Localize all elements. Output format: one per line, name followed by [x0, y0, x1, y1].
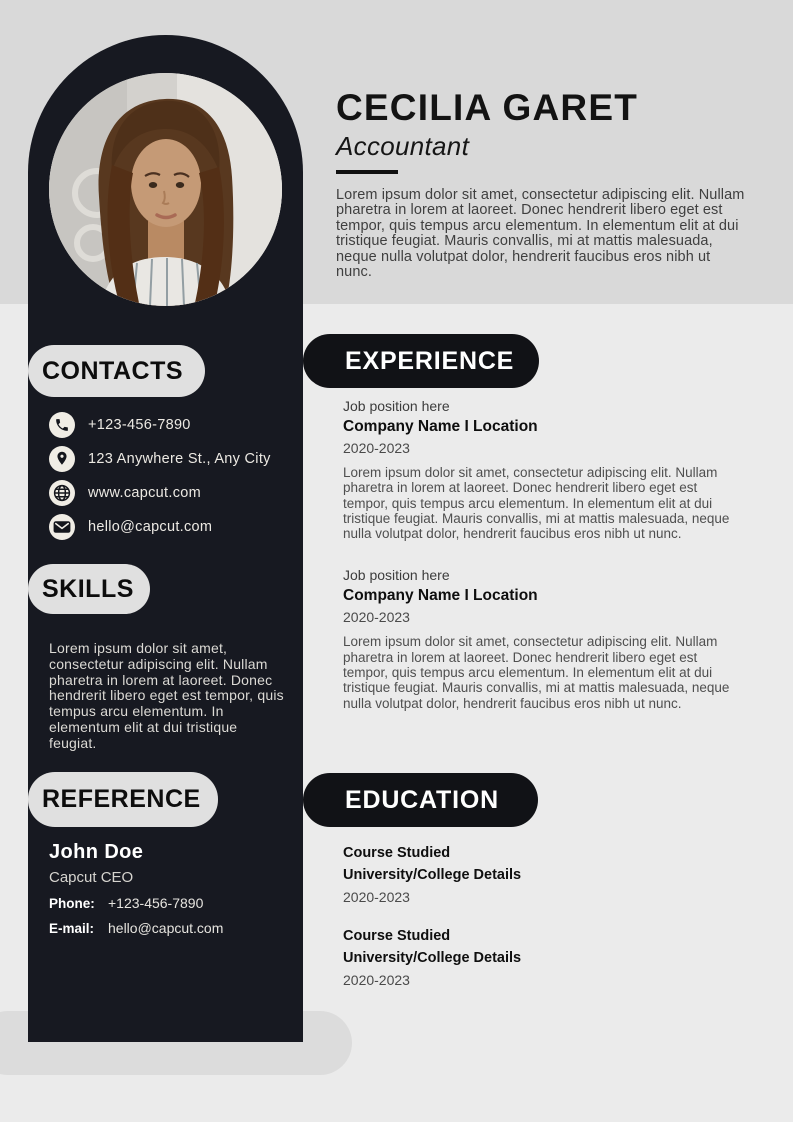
skills-text: Lorem ipsum dolor sit amet, consectetur adipiscing elit. Nullam pharetra in lorem at laoreet. Donec hendrerit libero eget est tempor, quis tempus arcu elementum. In elementum elit at dui tristique feugiat. [49, 640, 284, 751]
profile-job-title: Accountant [336, 131, 470, 161]
experience-heading: EXPERIENCE [345, 346, 515, 375]
reference-phone-row [49, 895, 289, 911]
profile-name: CECILIA GARET [336, 87, 639, 128]
contacts-heading: CONTACTS [42, 356, 184, 385]
job-description: Lorem ipsum dolor sit amet, consectetur adipiscing elit. Nullam pharetra in lorem at laoreet. Donec hendrerit libero eget est tempor, quis tempus arcu elementum. In elementum elit at dui tristique feugiat. Mauris convallis, mi at mattis malesuada, neque nulla volutpat dolor, hendrerit faucibus eros nibh ut nunc. [343, 465, 730, 542]
reference-name: John Doe [49, 841, 144, 863]
experience-entries [343, 398, 763, 711]
experience-section [303, 334, 763, 711]
contact-address: 123 Anywhere St., Any City [88, 451, 271, 467]
reference-email-label: E-mail: [49, 921, 95, 936]
institution-name: University/College Details [343, 950, 522, 966]
reference-email-value: hello@capcut.com [108, 920, 224, 936]
email-icon [49, 514, 75, 540]
contact-item-website [28, 480, 303, 506]
sidebar [28, 35, 303, 1042]
skills-heading-pill [28, 564, 150, 614]
education-entry [343, 928, 763, 988]
location-icon [49, 446, 75, 472]
job-company: Company Name I Location [343, 587, 538, 605]
profile-header [336, 88, 766, 281]
contact-list [28, 412, 303, 548]
reference-phone-label: Phone: [49, 896, 95, 911]
course-name: Course Studied [343, 928, 451, 944]
profile-summary: Lorem ipsum dolor sit amet, consectetur adipiscing elit. Nullam pharetra in lorem at laoreet. Donec hendrerit libero eget est tempor, quis tempus arcu elementum. In elementum elit at dui tristique feugiat. Mauris convallis, mi at mattis malesuada, neque nulla volutpat dolor, hendrerit faucibus eros nibh ut nunc. [336, 186, 745, 281]
job-position: Job position here [343, 567, 450, 584]
contact-phone: +123-456-7890 [88, 417, 191, 433]
reference-block [49, 841, 289, 936]
job-dates: 2020-2023 [343, 609, 410, 626]
title-underline [336, 170, 398, 174]
profile-photo [49, 73, 282, 306]
job-description: Lorem ipsum dolor sit amet, consectetur adipiscing elit. Nullam pharetra in lorem at laoreet. Donec hendrerit libero eget est tempor, quis tempus arcu elementum. In elementum elit at dui tristique feugiat. Mauris convallis, mi at mattis malesuada, neque nulla volutpat dolor, hendrerit faucibus eros nibh ut nunc. [343, 634, 730, 711]
reference-email-row [49, 920, 289, 936]
phone-icon [49, 412, 75, 438]
contact-website: www.capcut.com [88, 485, 201, 501]
experience-entry [343, 398, 763, 541]
reference-heading: REFERENCE [42, 785, 201, 813]
education-section [303, 773, 763, 988]
experience-entry [343, 567, 763, 710]
course-name: Course Studied [343, 845, 451, 861]
reference-phone-value: +123-456-7890 [108, 895, 204, 911]
education-heading-pill [303, 773, 538, 827]
contact-email: hello@capcut.com [88, 519, 213, 535]
job-position: Job position here [343, 398, 450, 414]
skills-heading: SKILLS [42, 574, 134, 603]
contact-item-address [28, 446, 303, 472]
contact-item-phone [28, 412, 303, 438]
institution-name: University/College Details [343, 867, 522, 883]
education-entry [343, 845, 763, 905]
education-heading: EDUCATION [345, 785, 499, 814]
education-entries [343, 845, 763, 988]
contact-item-email [28, 514, 303, 540]
globe-icon [49, 480, 75, 506]
reference-heading-pill [28, 772, 218, 827]
experience-heading-pill [303, 334, 539, 388]
contacts-heading-pill [28, 345, 205, 397]
job-company: Company Name I Location [343, 418, 538, 435]
education-dates: 2020-2023 [343, 889, 410, 905]
education-dates: 2020-2023 [343, 972, 410, 988]
reference-role: Capcut CEO [49, 869, 134, 886]
job-dates: 2020-2023 [343, 440, 410, 456]
portrait-illustration [49, 73, 282, 306]
